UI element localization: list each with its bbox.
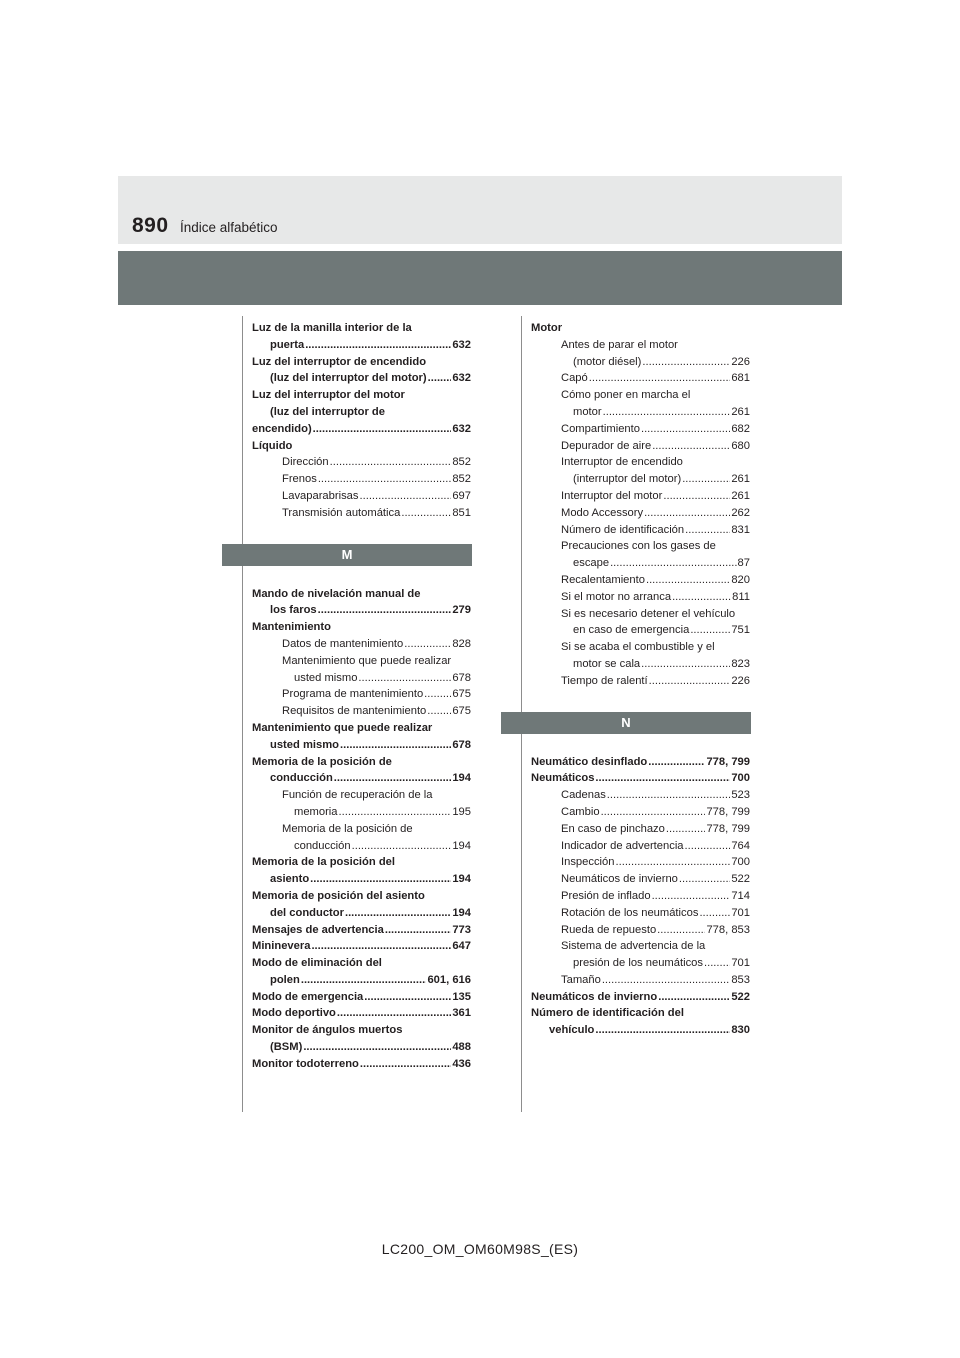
index-entry-page: 226 xyxy=(731,674,750,687)
index-entry-text: Interruptor del motor xyxy=(561,489,663,502)
index-entry-page: 632 xyxy=(452,422,471,435)
index-entry xyxy=(531,354,750,371)
index-entry-text: Cómo poner en marcha el xyxy=(561,389,691,402)
index-entry-text: Memoria de la posición de xyxy=(252,755,392,768)
index-entry xyxy=(531,538,750,555)
index-entry-text: Dirección xyxy=(282,456,329,469)
index-entry-text: Luz del interruptor de encendido xyxy=(252,355,427,368)
index-column-right xyxy=(531,320,750,1039)
index-entry-text: Capó xyxy=(561,372,588,385)
index-entry xyxy=(252,670,471,687)
index-entry xyxy=(531,922,750,939)
index-entry-page: 830 xyxy=(731,1024,750,1037)
dot-leader xyxy=(364,989,451,1006)
dot-leader xyxy=(595,1022,730,1039)
index-entry xyxy=(531,1022,750,1039)
dot-leader xyxy=(385,922,451,939)
index-entry xyxy=(252,370,471,387)
index-entry xyxy=(531,821,750,838)
index-entry-page: 681 xyxy=(731,372,750,385)
index-entry-page: 675 xyxy=(452,688,471,701)
dot-leader xyxy=(690,622,730,639)
dot-leader xyxy=(644,505,730,522)
section-title: Índice alfabético xyxy=(180,220,278,235)
index-entry-page: 632 xyxy=(452,372,471,385)
index-entry-text: Sistema de advertencia de la xyxy=(561,940,706,953)
index-entry xyxy=(252,938,471,955)
index-entry xyxy=(252,955,471,972)
index-entry-page: 853 xyxy=(731,973,750,986)
index-entry-page: 488 xyxy=(452,1041,471,1054)
index-entry-text: Rueda de repuesto xyxy=(561,923,657,936)
index-entry xyxy=(252,488,471,505)
dot-leader xyxy=(646,572,730,589)
index-entry-text: Memoria de posición del asiento xyxy=(252,889,425,902)
dot-leader xyxy=(352,838,452,855)
index-entry-text: (luz del interruptor del motor) xyxy=(270,372,427,385)
dot-leader xyxy=(318,471,452,488)
index-entry-text: (interruptor del motor) xyxy=(573,473,682,486)
dot-leader xyxy=(601,804,706,821)
index-entry-page: 632 xyxy=(452,338,471,351)
index-entry-page: 522 xyxy=(731,873,750,886)
index-entry xyxy=(252,686,471,703)
page-number: 890 xyxy=(132,214,169,237)
index-entry-page: 828 xyxy=(452,637,471,650)
index-entry xyxy=(531,938,750,955)
dot-leader xyxy=(427,703,451,720)
index-entry xyxy=(252,619,471,636)
index-entry-page: 436 xyxy=(452,1057,471,1070)
index-entry-text: vehículo xyxy=(549,1024,595,1037)
index-entry-page: 778, 799 xyxy=(706,805,750,818)
index-entry-text: motor xyxy=(573,405,602,418)
index-entry-text: Mando de nivelación manual de xyxy=(252,587,421,600)
index-entry-text: Presión de inflado xyxy=(561,889,651,902)
dot-leader xyxy=(616,854,731,871)
index-entry-text: Indicador de advertencia xyxy=(561,839,684,852)
index-entry xyxy=(252,602,471,619)
index-entry xyxy=(531,488,750,505)
dot-leader xyxy=(310,871,451,888)
index-entry-text: asiento xyxy=(270,873,310,886)
index-entry-page: 87 xyxy=(737,557,750,570)
index-entry-text: Modo deportivo xyxy=(252,1007,336,1020)
dot-leader xyxy=(330,454,452,471)
dot-leader xyxy=(685,838,731,855)
index-entry-text: Monitor todoterreno xyxy=(252,1057,359,1070)
index-entry xyxy=(531,589,750,606)
index-entry-page: 701 xyxy=(731,957,750,970)
index-entry-page: 701 xyxy=(731,906,750,919)
dot-leader xyxy=(602,972,731,989)
index-entry-page: 678 xyxy=(452,671,471,684)
dot-leader xyxy=(305,337,451,354)
index-entry xyxy=(531,622,750,639)
index-entry xyxy=(531,838,750,855)
dot-leader xyxy=(704,955,730,972)
index-entry-page: 778, 799 xyxy=(706,755,750,768)
dot-leader xyxy=(658,989,730,1006)
index-entry xyxy=(252,787,471,804)
index-entry xyxy=(252,421,471,438)
index-entry-text: Depurador de aire xyxy=(561,439,652,452)
letter-heading: M xyxy=(222,544,472,566)
letter-heading: N xyxy=(501,712,751,734)
index-entry xyxy=(252,454,471,471)
dot-leader xyxy=(595,770,730,787)
index-entry-page: 714 xyxy=(731,889,750,902)
index-entry-page: 194 xyxy=(452,839,471,852)
index-entry-text: Modo Accessory xyxy=(561,506,644,519)
index-entry xyxy=(531,770,750,787)
index-entry xyxy=(531,656,750,673)
index-entry-text: Si es necesario detener el vehículo xyxy=(561,607,736,620)
index-entry xyxy=(252,821,471,838)
index-entry-text: Tamaño xyxy=(561,973,601,986)
index-entry-text: Compartimiento xyxy=(561,422,640,435)
index-entry-text: Mantenimiento xyxy=(252,621,331,634)
index-entry-text: Si el motor no arranca xyxy=(561,590,672,603)
dot-leader xyxy=(610,555,736,572)
dot-leader xyxy=(648,754,705,771)
index-entry-page: 778, 799 xyxy=(706,822,750,835)
index-entry xyxy=(531,522,750,539)
index-entry-text: Función de recuperación de la xyxy=(282,789,433,802)
index-entry-page: 823 xyxy=(731,657,750,670)
index-entry-page: 778, 853 xyxy=(706,923,750,936)
index-entry xyxy=(252,804,471,821)
dot-leader xyxy=(404,636,451,653)
index-entry-text: Transmisión automática xyxy=(282,506,401,519)
index-entry-text: Líquido xyxy=(252,439,293,452)
index-entry xyxy=(252,471,471,488)
index-entry xyxy=(252,1005,471,1022)
index-entry-text: encendido) xyxy=(252,422,312,435)
dot-leader xyxy=(607,787,731,804)
index-entry-text: Lavaparabrisas xyxy=(282,489,359,502)
index-entry-text: usted mismo xyxy=(270,738,340,751)
dot-leader xyxy=(666,821,706,838)
index-entry-page: 194 xyxy=(452,772,471,785)
index-entry-text: Modo de eliminación del xyxy=(252,957,382,970)
dot-leader xyxy=(603,404,731,421)
index-entry-page: 697 xyxy=(452,489,471,502)
index-entry-text: Tiempo de ralentí xyxy=(561,674,648,687)
index-entry-page: 261 xyxy=(731,405,750,418)
index-entry-text: Neumático desinflado xyxy=(531,755,648,768)
index-entry-page: 700 xyxy=(731,772,750,785)
index-entry-text: Modo de emergencia xyxy=(252,990,364,1003)
index-entry-page: 700 xyxy=(731,856,750,869)
index-entry xyxy=(531,320,750,337)
index-entry-text: Antes de parar el motor xyxy=(561,338,678,351)
index-entry-page: 279 xyxy=(452,604,471,617)
index-entry-text: motor se cala xyxy=(573,657,641,670)
index-entry-text: Si se acaba el combustible y el xyxy=(561,641,715,654)
index-entry xyxy=(531,404,750,421)
dot-leader xyxy=(642,354,730,371)
left-column-rule xyxy=(242,316,243,1112)
index-entry-text: Monitor de ángulos muertos xyxy=(252,1024,403,1037)
index-entry-page: 764 xyxy=(731,839,750,852)
index-entry-text: Requisitos de mantenimiento xyxy=(282,705,427,718)
index-entry-page: 820 xyxy=(731,573,750,586)
index-entry xyxy=(252,770,471,787)
index-entry-text: Frenos xyxy=(282,473,317,486)
index-entry-page: 194 xyxy=(452,873,471,886)
index-entry-text: Memoria de la posición de xyxy=(282,822,413,835)
index-entry-text: los faros xyxy=(270,604,317,617)
index-entry-text: Mantenimiento que puede realizar xyxy=(252,721,433,734)
index-entry-page: 194 xyxy=(452,906,471,919)
index-entry-text: polen xyxy=(270,973,300,986)
index-entry-text: Inspección xyxy=(561,856,615,869)
index-entry xyxy=(252,404,471,421)
index-entry xyxy=(531,854,750,871)
dot-leader xyxy=(682,471,730,488)
index-entry xyxy=(531,1005,750,1022)
index-entry-page: 647 xyxy=(452,940,471,953)
index-entry-text: en caso de emergencia xyxy=(573,624,690,637)
dot-leader xyxy=(345,905,451,922)
index-entry-text: presión de los neumáticos xyxy=(573,957,703,970)
index-entry xyxy=(531,421,750,438)
dot-leader xyxy=(641,656,730,673)
index-entry xyxy=(531,505,750,522)
index-entry xyxy=(252,838,471,855)
index-entry xyxy=(531,804,750,821)
index-entry-text: Motor xyxy=(531,322,563,334)
index-entry-page: 680 xyxy=(731,439,750,452)
index-entry xyxy=(252,505,471,522)
index-entry xyxy=(252,387,471,404)
index-entry xyxy=(252,337,471,354)
dot-leader xyxy=(657,922,705,939)
index-entry xyxy=(531,606,750,623)
index-entry xyxy=(531,454,750,471)
index-entry-text: (BSM) xyxy=(270,1041,303,1054)
index-entry xyxy=(252,1022,471,1039)
index-entry-page: 523 xyxy=(731,789,750,802)
dot-leader xyxy=(401,505,451,522)
index-entry xyxy=(531,905,750,922)
index-entry-text: (motor diésel) xyxy=(573,355,642,368)
index-entry-text: Programa de mantenimiento xyxy=(282,688,424,701)
index-entry-page: 852 xyxy=(452,473,471,486)
index-entry xyxy=(252,354,471,371)
index-entry-page: 851 xyxy=(452,506,471,519)
index-entry-page: 361 xyxy=(452,1007,471,1020)
index-entry xyxy=(252,972,471,989)
dot-leader xyxy=(313,421,452,438)
dot-leader xyxy=(301,972,427,989)
dot-leader xyxy=(337,1005,451,1022)
dot-leader xyxy=(340,737,451,754)
index-entry xyxy=(531,754,750,771)
dot-leader xyxy=(360,488,452,505)
index-entry xyxy=(252,720,471,737)
index-entry-text: Precauciones con los gases de xyxy=(561,540,716,553)
index-entry-page: 135 xyxy=(452,990,471,1003)
dot-leader xyxy=(652,888,731,905)
index-entry-text: Mensajes de advertencia xyxy=(252,923,384,936)
header-dark-band xyxy=(118,251,842,305)
dot-leader xyxy=(641,421,730,438)
dot-leader xyxy=(652,438,730,455)
index-column-left xyxy=(252,320,471,1073)
index-entry xyxy=(531,387,750,404)
dot-leader xyxy=(589,370,731,387)
dot-leader xyxy=(339,804,452,821)
index-entry xyxy=(252,703,471,720)
dot-leader xyxy=(318,602,452,619)
index-entry xyxy=(252,871,471,888)
index-entry-text: memoria xyxy=(294,805,338,818)
index-entry-text: Mininevera xyxy=(252,940,311,953)
index-entry-text: Interruptor de encendido xyxy=(561,456,683,469)
index-entry-text: puerta xyxy=(270,338,305,351)
index-entry xyxy=(531,787,750,804)
index-entry-text: Neumáticos xyxy=(531,772,595,785)
dot-leader xyxy=(424,686,451,703)
index-entry-page: 773 xyxy=(452,923,471,936)
index-entry xyxy=(531,673,750,690)
index-entry-text: Número de identificación xyxy=(561,523,685,536)
index-entry-text: Neumáticos de invierno xyxy=(561,873,678,886)
index-entry xyxy=(252,586,471,603)
index-entry-text: Memoria de la posición del xyxy=(252,856,395,869)
dot-leader xyxy=(672,589,731,606)
index-entry xyxy=(531,871,750,888)
index-entry xyxy=(252,320,471,337)
index-entry xyxy=(531,955,750,972)
index-entry-page: 852 xyxy=(452,456,471,469)
index-entry-text: Cadenas xyxy=(561,789,606,802)
index-entry-text: Mantenimiento que puede realizar xyxy=(282,654,452,667)
index-entry-page: 601, 616 xyxy=(427,973,471,986)
index-entry-text: Número de identificación del xyxy=(531,1007,684,1020)
dot-leader xyxy=(679,871,730,888)
index-entry-text: escape xyxy=(573,557,610,570)
index-entry-text: Luz de la manilla interior de la xyxy=(252,322,412,334)
index-entry-page: 811 xyxy=(732,590,750,603)
dot-leader xyxy=(428,370,452,387)
index-entry xyxy=(252,754,471,771)
index-entry xyxy=(531,989,750,1006)
index-entry xyxy=(252,922,471,939)
dot-leader xyxy=(303,1039,451,1056)
index-entry xyxy=(531,438,750,455)
index-entry-text: Neumáticos de invierno xyxy=(531,990,658,1003)
dot-leader xyxy=(663,488,730,505)
index-entry-text: Rotación de los neumáticos xyxy=(561,906,699,919)
index-entry xyxy=(531,572,750,589)
index-entry-page: 751 xyxy=(731,624,750,637)
index-entry xyxy=(252,1056,471,1073)
index-entry xyxy=(531,555,750,572)
index-entry-text: Recalentamiento xyxy=(561,573,645,586)
dot-leader xyxy=(699,905,730,922)
index-entry-page: 678 xyxy=(452,738,471,751)
dot-leader xyxy=(360,1056,451,1073)
index-entry xyxy=(252,653,471,670)
index-entry-page: 195 xyxy=(452,805,471,818)
index-entry-page: 261 xyxy=(731,473,750,486)
index-entry-text: del conductor xyxy=(270,906,344,919)
index-entry xyxy=(531,337,750,354)
index-entry-text: (luz del interruptor de xyxy=(270,405,385,418)
index-entry xyxy=(531,639,750,656)
index-entry-page: 262 xyxy=(731,506,750,519)
dot-leader xyxy=(311,938,451,955)
index-entry-text: conducción xyxy=(294,839,351,852)
index-entry-page: 675 xyxy=(452,705,471,718)
index-entry-text: conducción xyxy=(270,772,333,785)
index-entry-text: Cambio xyxy=(561,805,600,818)
dot-leader xyxy=(334,770,452,787)
index-entry xyxy=(252,854,471,871)
index-entry-text: Luz del interruptor del motor xyxy=(252,389,405,402)
index-entry-text: En caso de pinchazo xyxy=(561,822,665,835)
index-entry-text: Datos de mantenimiento xyxy=(282,637,404,650)
index-entry-text: usted mismo xyxy=(294,671,358,684)
index-entry-page: 261 xyxy=(731,489,750,502)
index-entry xyxy=(531,471,750,488)
index-entry xyxy=(531,888,750,905)
index-entry-page: 522 xyxy=(731,990,750,1003)
index-entry xyxy=(531,370,750,387)
index-entry-page: 682 xyxy=(731,422,750,435)
index-entry xyxy=(252,737,471,754)
index-entry-page: 226 xyxy=(731,355,750,368)
index-entry xyxy=(252,636,471,653)
index-entry xyxy=(252,905,471,922)
dot-leader xyxy=(685,522,730,539)
index-entry xyxy=(531,972,750,989)
index-entry xyxy=(252,1039,471,1056)
index-entry-page: 831 xyxy=(731,523,750,536)
dot-leader xyxy=(358,670,451,687)
index-entry xyxy=(252,438,471,455)
dot-leader xyxy=(649,673,731,690)
index-entry xyxy=(252,989,471,1006)
document-code: LC200_OM_OM60M98S_(ES) xyxy=(381,1241,579,1257)
index-entry xyxy=(252,888,471,905)
